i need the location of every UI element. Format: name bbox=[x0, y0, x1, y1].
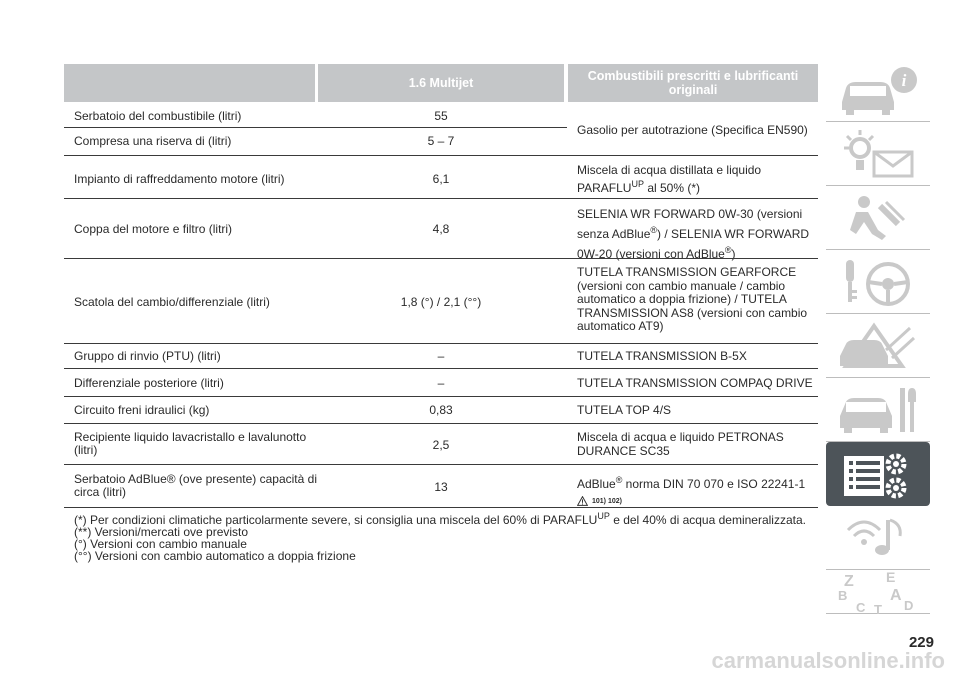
nav-emergency[interactable] bbox=[826, 314, 930, 378]
footnote-2: (**) Versioni/mercati ove previsto bbox=[74, 525, 249, 539]
multimedia-icon bbox=[834, 510, 922, 566]
nav-technical-data[interactable] bbox=[826, 442, 930, 506]
row-rear-diff-label: Differenziale posteriore (litri) bbox=[74, 376, 224, 390]
row-fuel-tank-value: 55 bbox=[434, 109, 448, 123]
row-washer-value: 2,5 bbox=[432, 438, 450, 452]
row-oil-label: Coppa del motore e filtro (litri) bbox=[74, 222, 233, 236]
row-brakes-label: Circuito freni idraulici (kg) bbox=[74, 403, 210, 417]
nav-safety[interactable] bbox=[826, 186, 930, 250]
footnotes bbox=[74, 510, 834, 562]
index-letter-d: D bbox=[904, 598, 914, 613]
row-coolant-label: Impianto di raffreddamento motore (litri) bbox=[74, 172, 285, 186]
row-washer-label: Recipiente liquido lavacristallo e lavalunotto (litri) bbox=[74, 430, 307, 457]
row-rear-diff-value: – bbox=[437, 376, 445, 390]
table-bottom-border bbox=[64, 507, 818, 508]
index-letters-icon bbox=[834, 570, 922, 614]
nav-warning-lights[interactable] bbox=[826, 122, 930, 186]
index-letter-c: C bbox=[856, 600, 866, 614]
row-ptu-label: Gruppo di rinvio (PTU) (litri) bbox=[74, 349, 221, 363]
oil-spec: SELENIA WR FORWARD 0W-30 (versioni senza AdBlue®) / SELENIA WR FORWARD 0W-20 (versioni con AdBlue®) bbox=[577, 207, 810, 261]
header-blank-cell bbox=[64, 64, 315, 102]
header-engine: 1.6 Multijet bbox=[318, 64, 564, 102]
coolant-spec: Miscela di acqua distillata e liquido $PARAFLU^{UP}$ al 50% (*) bbox=[577, 163, 762, 195]
nav-index[interactable] bbox=[826, 570, 930, 614]
row-divider bbox=[64, 258, 818, 259]
index-letter-a: A bbox=[890, 587, 902, 604]
index-letter-b: B bbox=[838, 588, 848, 603]
row-reserve-label: Compresa una riserva di (litri) bbox=[74, 134, 232, 148]
adblue-spec: AdBlue® norma DIN 70 070 e ISO 22241-1 101) 102) bbox=[577, 474, 817, 508]
warning-lights-icon bbox=[834, 126, 922, 182]
watermark: carmanualsonline.info bbox=[711, 648, 945, 673]
row-adblue-value: 13 bbox=[434, 480, 448, 494]
specs-gear-icon bbox=[834, 446, 922, 502]
page-number: 229 bbox=[908, 634, 934, 651]
row-brakes-value: 0,83 bbox=[429, 403, 453, 417]
row-divider bbox=[64, 368, 818, 369]
footnote-3: (°) Versioni con cambio manuale bbox=[74, 537, 247, 551]
washer-spec: Miscela di acqua e liquido PETRONAS DURANCE SC35 bbox=[577, 430, 784, 458]
row-coolant-value: 6,1 bbox=[432, 172, 450, 186]
footnote-1: (*) Per condizioni climatiche particolarmente severe, si consiglia una miscela del 60% di $PARAFLU^{UP}$ e del 40% di acqua demineralizzata. bbox=[74, 511, 806, 527]
header-fluids: Combustibili prescritti e lubrificanti originali bbox=[568, 64, 818, 102]
warning-references: 101) 102) bbox=[592, 497, 622, 505]
row-divider bbox=[64, 464, 818, 465]
brakes-spec: TUTELA TOP 4/S bbox=[577, 403, 672, 417]
index-letter-e: E bbox=[886, 570, 896, 585]
steering-key-icon bbox=[834, 254, 922, 310]
row-gearbox-label: Scatola del cambio/differenziale (litri) bbox=[74, 295, 270, 309]
maintenance-icon bbox=[834, 382, 922, 438]
row-divider bbox=[64, 155, 818, 156]
row-ptu-value: – bbox=[437, 349, 445, 363]
rear-diff-spec: TUTELA TRANSMISSION COMPAQ DRIVE bbox=[577, 376, 813, 390]
row-reserve-value: 5 – 7 bbox=[427, 134, 455, 148]
row-gearbox-value: 1,8 (°) / 2,1 (°°) bbox=[400, 295, 482, 309]
row-divider bbox=[64, 423, 818, 424]
car-info-icon bbox=[834, 62, 922, 118]
fuel-spec: Gasolio per autotrazione (Specifica EN590) bbox=[577, 123, 808, 137]
gearbox-spec: TUTELA TRANSMISSION GEARFORCE (versioni con cambio manuale / cambio automatico a doppia frizione) / TUTELA TRANSMISSION AS8 (versioni con cambio automatico AT9) bbox=[577, 265, 808, 333]
ptu-spec: TUTELA TRANSMISSION B-5X bbox=[577, 349, 747, 363]
row-divider bbox=[64, 396, 818, 397]
index-letter-t: T bbox=[874, 602, 882, 614]
airbag-icon bbox=[834, 190, 922, 246]
nav-multimedia[interactable] bbox=[826, 506, 930, 570]
footnote-4: (°°) Versioni con cambio automatico a doppia frizione bbox=[74, 549, 356, 563]
row-divider bbox=[64, 343, 818, 344]
chapter-sidebar bbox=[826, 58, 930, 614]
nav-car-info[interactable] bbox=[826, 58, 930, 122]
index-letter-z: Z bbox=[844, 573, 854, 590]
emergency-icon bbox=[834, 318, 922, 374]
row-oil-value: 4,8 bbox=[432, 222, 450, 236]
row-divider bbox=[64, 198, 818, 199]
warning-triangle-icon bbox=[577, 496, 588, 506]
row-adblue-label: Serbatoio AdBlue® (ove presente) capacità di circa (litri) bbox=[74, 472, 317, 499]
svg-text:i: i bbox=[901, 71, 907, 90]
row-fuel-tank-label: Serbatoio del combustibile (litri) bbox=[74, 109, 242, 123]
row-divider bbox=[64, 127, 567, 128]
nav-starting-driving[interactable] bbox=[826, 250, 930, 314]
nav-maintenance[interactable] bbox=[826, 378, 930, 442]
